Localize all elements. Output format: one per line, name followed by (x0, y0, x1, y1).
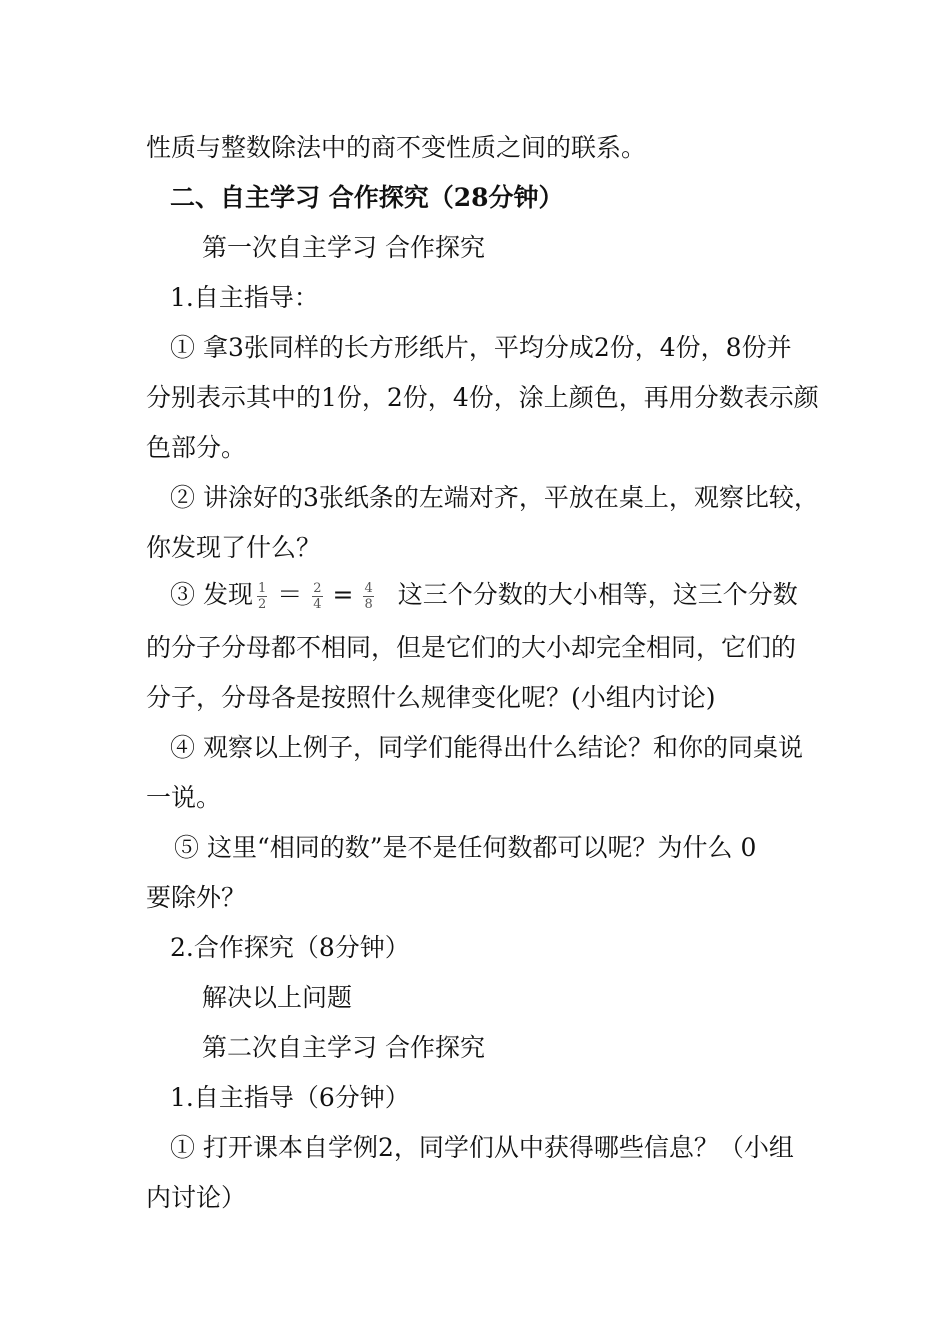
step-label: 1.自主指导： (170, 283, 319, 312)
paragraph-line: 的分子分母都不相同，但是它们的大小却完全相同，它们的 (146, 633, 797, 662)
fraction-line (170, 578, 798, 612)
paragraph-line: 一说。 (146, 783, 222, 812)
paragraph-line: 色部分。 (146, 433, 247, 462)
fraction-denominator: 2 (257, 597, 267, 612)
paragraph-line: 你发现了什么？ (146, 533, 322, 562)
paragraph-line: 解决以上问题 (202, 983, 353, 1012)
fraction-line-suffix: 这三个分数的大小相等，这三个分数 (397, 580, 798, 609)
fraction-numerator: 1 (257, 581, 267, 596)
equals-sign: ＝ (277, 580, 303, 609)
subsection-title: 第一次自主学习 合作探究 (202, 233, 485, 262)
equals-sign: = (332, 580, 354, 609)
paragraph-line: 要除外？ (146, 883, 247, 912)
paragraph-line: ② 讲涂好的3张纸条的左端对齐，平放在桌上，观察比较， (170, 483, 819, 512)
fraction-line-prefix: ③ 发现 (170, 580, 253, 609)
step-label: 2.合作探究（8分钟） (170, 933, 410, 962)
paragraph-line: ⑤ 这里“相同的数”是不是任何数都可以呢？为什么 0 (174, 833, 757, 862)
subsection-title: 第二次自主学习 合作探究 (202, 1033, 485, 1062)
fraction-two-fourths (312, 581, 322, 612)
paragraph-line: ④ 观察以上例子，同学们能得出什么结论？和你的同桌说 (170, 733, 803, 762)
fraction-denominator: 8 (364, 597, 373, 612)
paragraph-line: ① 拿3张同样的长方形纸片，平均分成2份，4份，8份并 (170, 333, 792, 362)
paragraph-line: ① 打开课本自学例2，同学们从中获得哪些信息？（小组 (170, 1133, 794, 1162)
fraction-four-eighths (363, 581, 373, 612)
paragraph-line: 性质与整数除法中的商不变性质之间的联系。 (146, 133, 647, 162)
fraction-one-half (257, 581, 267, 612)
paragraph-line: 分别表示其中的1份，2份，4份，涂上颜色，再用分数表示颜 (146, 383, 819, 412)
fraction-numerator: 4 (364, 581, 373, 596)
paragraph-line: 内讨论） (146, 1183, 247, 1212)
paragraph-line: 分子，分母各是按照什么规律变化呢？(小组内讨论) (146, 683, 716, 712)
section-heading: 二、自主学习 合作探究（28分钟） (170, 183, 564, 212)
fraction-numerator: 2 (313, 581, 322, 596)
fraction-denominator: 4 (313, 597, 322, 612)
step-label: 1.自主指导（6分钟） (170, 1083, 410, 1112)
